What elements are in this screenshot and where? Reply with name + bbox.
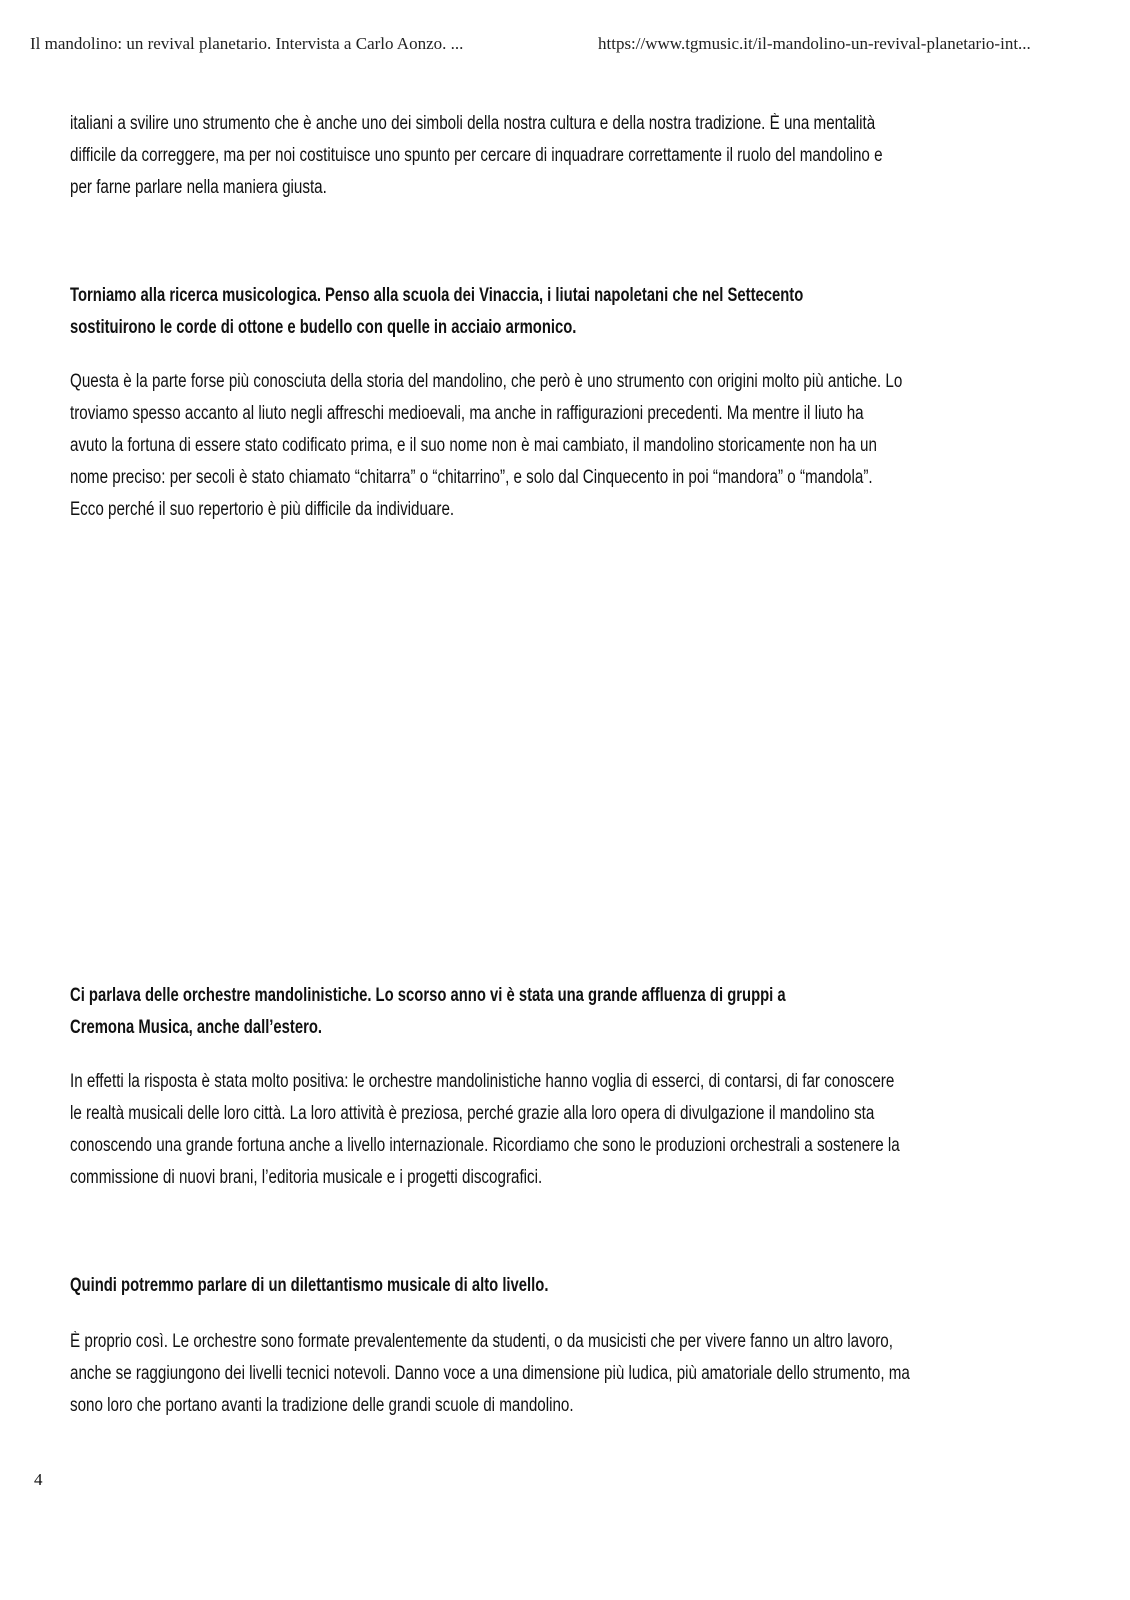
text-line: In effetti la risposta è stata molto positiva: le orchestre mandolinistiche hanno voglia di esserci, di contarsi, di far conoscere <box>70 1071 895 1092</box>
text-line: anche se raggiungono dei livelli tecnici notevoli. Danno voce a una dimensione più ludica, più amatoriale dello strumento, ma <box>70 1363 910 1384</box>
text-line: nome preciso: per secoli è stato chiamato “chitarra” o “chitarrino”, e solo dal Cinquecento in poi “mandora” o “mandola”. <box>70 467 873 488</box>
paragraph <box>70 366 1110 526</box>
interview-question <box>70 280 1010 344</box>
text-line: difficile da correggere, ma per noi costituisce uno spunto per cercare di inquadrare correttamente il ruolo del mandolino e <box>70 145 883 166</box>
text-line: avuto la fortuna di essere stato codificato prima, e il suo nome non è mai cambiato, il mandolino storicamente non ha un <box>70 435 877 456</box>
text-line: Questa è la parte forse più conosciuta della storia del mandolino, che però è uno strumento con origini molto più antiche. Lo <box>70 371 903 392</box>
text-line: le realtà musicali delle loro città. La loro attività è preziosa, perché grazie alla loro opera di divulgazione il mandolino sta <box>70 1103 875 1124</box>
text-line: Torniamo alla ricerca musicologica. Penso alla scuola dei Vinaccia, i liutai napoletani che nel Settecento <box>70 285 804 306</box>
text-line: conoscendo una grande fortuna anche a livello internazionale. Ricordiamo che sono le produzioni orchestrali a sostenere la <box>70 1135 900 1156</box>
interview-question <box>70 980 988 1044</box>
text-line: troviamo spesso accanto al liuto negli affreschi medioevali, ma anche in raffigurazioni precedenti. Ma mentre il liuto ha <box>70 403 864 424</box>
paragraph <box>70 108 1086 204</box>
paragraph <box>70 1066 1107 1194</box>
interview-question <box>70 1270 683 1302</box>
text-line: Ci parlava delle orchestre mandolinistiche. Lo scorso anno vi è stata una grande affluenza di gruppi a <box>70 985 786 1006</box>
text-line: Cremona Musica, anche dall’estero. <box>70 1017 323 1038</box>
text-line: sono loro che portano avanti la tradizione delle grandi scuole di mandolino. <box>70 1395 574 1416</box>
text-line: commissione di nuovi brani, l’editoria musicale e i progetti discografici. <box>70 1167 543 1188</box>
text-line: per farne parlare nella maniera giusta. <box>70 177 327 198</box>
page-number: 4 <box>34 1470 43 1489</box>
page-title-header: Il mandolino: un revival planetario. Intervista a Carlo Aonzo. ... <box>30 34 464 53</box>
text-line: Ecco perché il suo repertorio è più difficile da individuare. <box>70 499 455 520</box>
text-line: È proprio così. Le orchestre sono formate prevalentemente da studenti, o da musicisti che per vivere fanno un altro lavoro, <box>70 1331 893 1352</box>
text-line: sostituirono le corde di ottone e budello con quelle in acciaio armonico. <box>70 317 577 338</box>
text-line: Quindi potremmo parlare di un dilettantismo musicale di alto livello. <box>70 1275 549 1296</box>
paragraph <box>70 1326 1120 1422</box>
page-url-header: https://www.tgmusic.it/il-mandolino-un-revival-planetario-int... <box>598 34 1031 53</box>
text-line: italiani a svilire uno strumento che è anche uno dei simboli della nostra cultura e della nostra tradizione. È una mentalità <box>70 113 876 134</box>
